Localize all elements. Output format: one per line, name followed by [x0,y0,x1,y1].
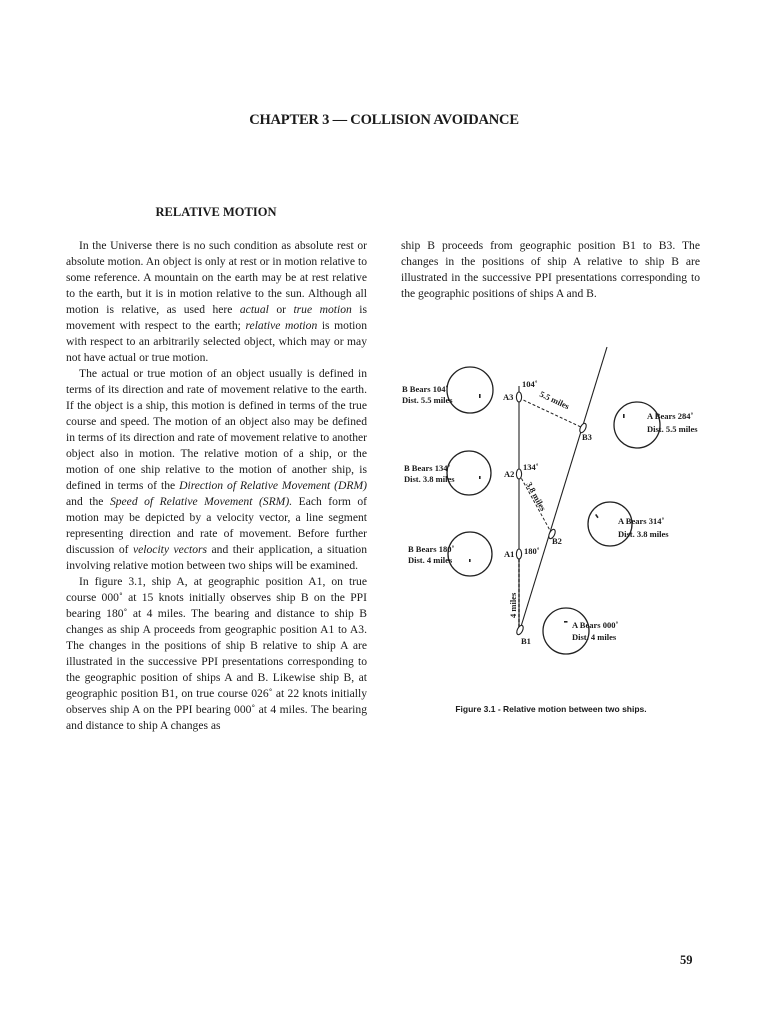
emphasized-term: relative motion [245,319,318,332]
blip [479,394,481,398]
ship-a3-icon [516,392,521,402]
ppi-label-a-314-bearing: A Bears 314˚ [618,516,665,526]
page-number: 59 [680,953,693,967]
text-run: is movement with respect to the earth; [66,303,367,332]
ppi-label-a-000-bearing: A Bears 000˚ [572,620,619,630]
ppi-circle-a-000 [543,608,589,654]
position-label-b2: B2 [552,536,562,546]
text-run: and their application, a situation involving relative motion between two ships will be examined. [66,543,368,572]
paragraph-continued: ship B proceeds from geographic position B1 to B3. The changes in the positions of ship A relative to ship B are illustrated in the successive PPI presentations corresponding to the geographic positions of ships A and B. [401,239,700,300]
ppi-label-b-134-distance: Dist. 3.8 miles [404,474,455,484]
emphasized-term: velocity vectors [132,543,208,556]
bearing-label-104: 104˚ [522,379,538,389]
ppi-label-a-000-distance: Dist. 4 miles [572,632,617,642]
distance-label-3-8-miles: 3.8 miles [524,480,549,513]
position-label-a3: A3 [503,392,514,402]
paragraph [66,574,367,734]
emphasized-term: actual [239,303,269,316]
text-run: is motion with respect to an arbitrarily selected object, which may or may not have actual or true motion. [66,319,368,364]
ppi-circle-b-180 [448,532,492,576]
ppi-circle-b-134 [447,451,491,495]
emphasized-term: Speed of Relative Movement (SRM). [109,495,293,508]
distance-label-5-5-miles: 5.5 miles [538,388,572,412]
bearing-label-134: 134˚ [523,462,539,472]
blip [564,621,568,623]
right-column [401,238,700,302]
paragraph [66,366,367,574]
chapter-title: CHAPTER 3 — COLLISION AVOIDANCE [249,112,519,128]
figure-relative-motion [397,346,705,668]
figure-caption: Figure 3.1 - Relative motion between two ships. [455,704,647,714]
position-label-a2: A2 [504,469,515,479]
ppi-label-b-180-distance: Dist. 4 miles [408,555,453,565]
blip [595,514,599,518]
ppi-label-b-104-distance: Dist. 5.5 miles [402,395,453,405]
section-title: RELATIVE MOTION [155,205,277,219]
ppi-label-b-104-bearing: B Bears 104˚ [402,384,449,394]
text-run: Each form of motion may be depicted by a velocity vector, a line segment representing direction and rate of movement. Before further discussion of [66,495,368,556]
ppi-label-a-284-bearing: A Bears 284˚ [647,411,694,421]
position-label-b3: B3 [582,432,592,442]
ship-a2-icon [516,469,521,479]
text-run: In figure 3.1, ship A, at geographic position A1, on true course 000˚ at 15 knots initially observes ship B on the PPI bearing 180˚ at 4 miles. The bearing and distance to ship B changes as ship A proceeds from geographic position A1 to A3. The changes in the positions of ship B relative to ship A are illustrated in the successive PPI presentations corresponding to the geographic position of ships A and B. Likewise ship B, at geographic position B1, on true course 026˚ at 22 knots initially observes ship A on the PPI bearing 000˚ at 4 miles. The bearing and distance to ship A changes as [66,575,367,732]
ship-b1-icon [515,624,524,635]
emphasized-term: true motion [293,303,352,316]
bearing-label-180: 180˚ [524,546,540,556]
text-run: In the Universe there is no such condition as absolute rest or absolute motion. An object is only at rest or in motion relative to some reference. A mountain on the earth may be at rest relative to the earth, but it is in motion relative to the sun. Although all motion is relative, as used here [66,239,367,316]
ppi-label-b-180-bearing: B Bears 180˚ [408,544,455,554]
blip [469,559,471,562]
blip [479,476,481,479]
left-column [66,238,367,734]
blip [623,414,625,418]
position-label-b1: B1 [521,636,531,646]
relative-motion-diagram [397,346,705,668]
ship-a1-icon [516,549,521,559]
text-run: or [268,303,294,316]
text-run: and the [66,495,110,508]
ppi-label-a-314-distance: Dist. 3.8 miles [618,529,669,539]
paragraph [66,238,367,366]
emphasized-term: Direction of Relative Movement (DRM) [179,479,367,492]
ppi-circle-b-104 [447,367,493,413]
ppi-label-a-284-distance: Dist. 5.5 miles [647,424,698,434]
ppi-label-b-134-bearing: B Bears 134˚ [404,463,451,473]
text-run: The actual or true motion of an object usually is defined in terms of its direction and rate of movement relative to the earth. If the object is a ship, this motion is defined in terms of the true course and speed. The motion of an object also may be defined in terms of its direction and rate of movement relative to another object also in motion. The relative motion of a ship, or the motion of one ship relative to the motion of another ship, is defined in terms of the [66,367,367,492]
distance-label-4-miles: 4 miles [508,592,518,618]
position-label-a1: A1 [504,549,515,559]
